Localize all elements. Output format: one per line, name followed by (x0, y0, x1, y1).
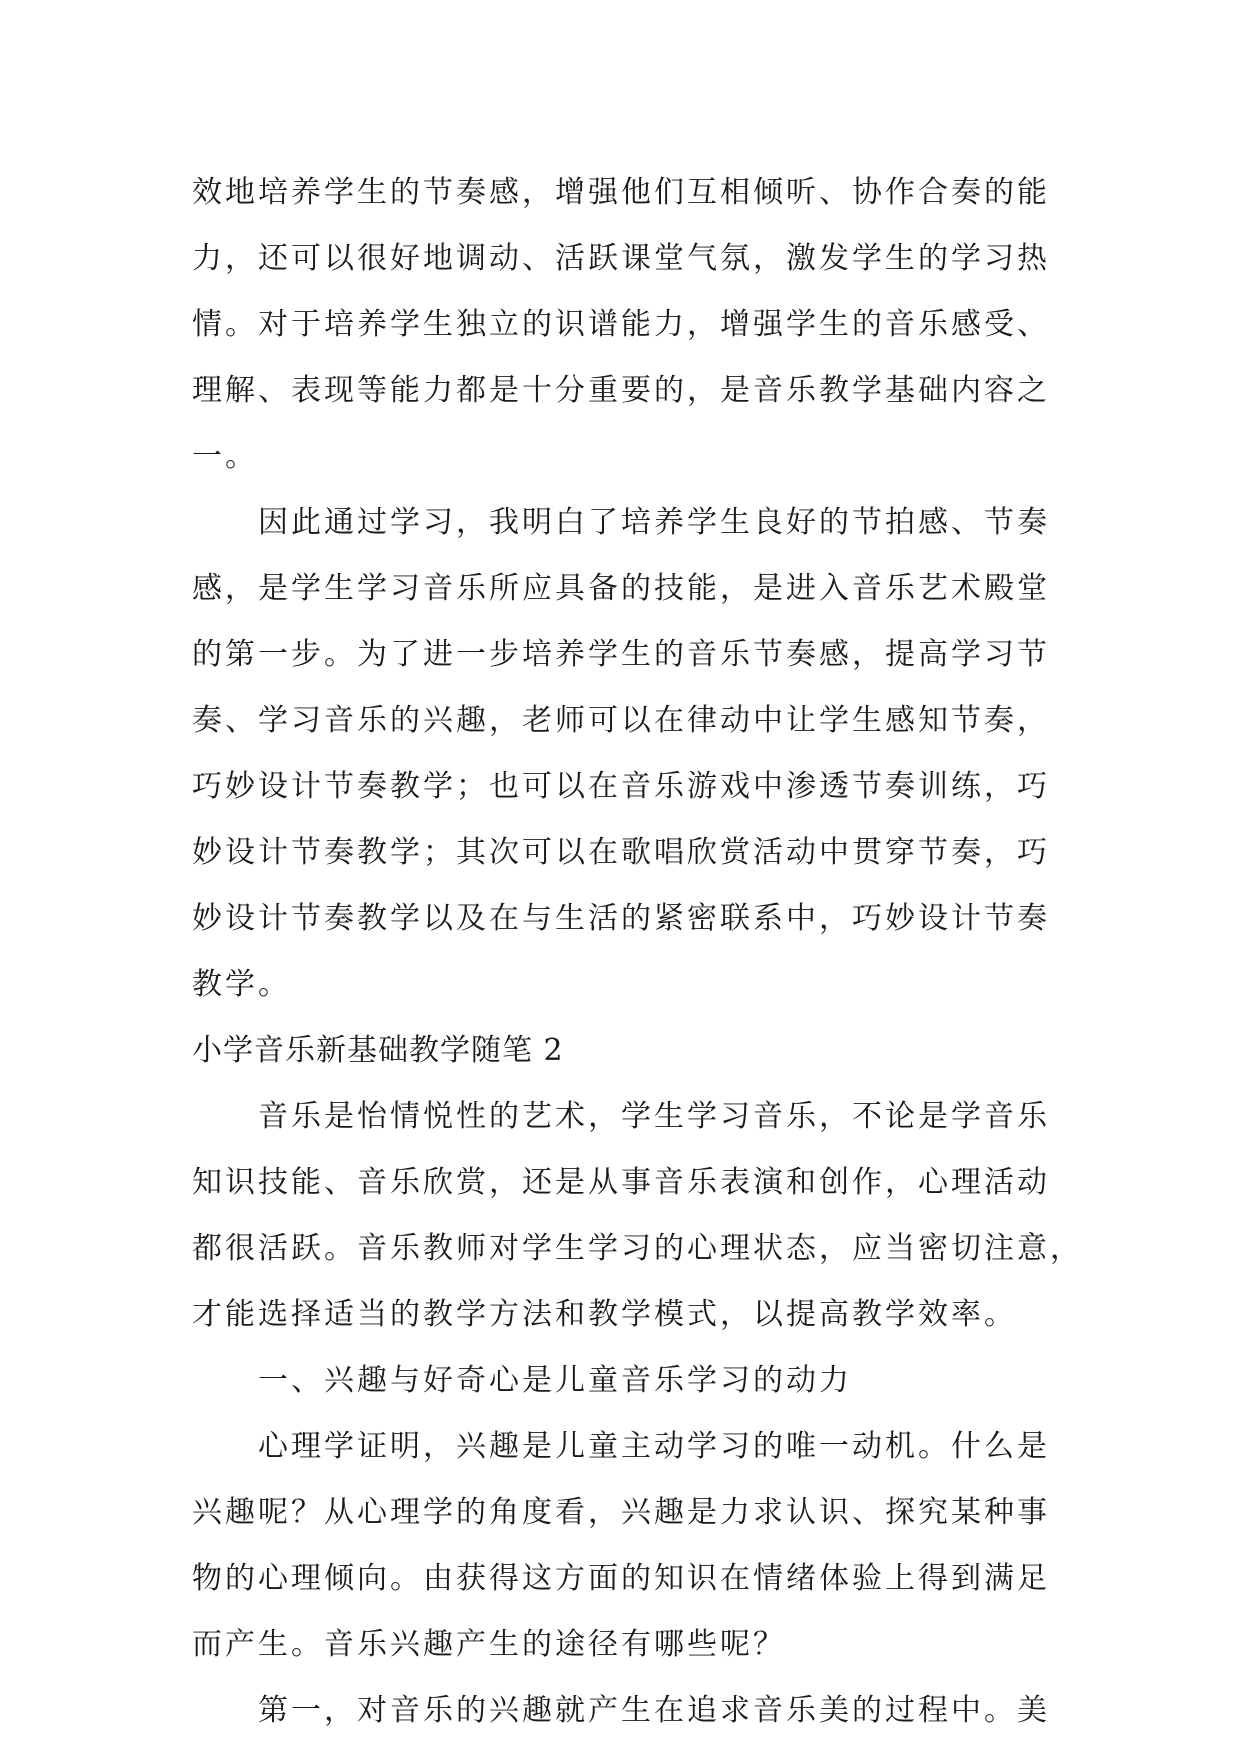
text-line: 力，还可以很好地调动、活跃课堂气氛，激发学生的学习热 (192, 241, 1050, 276)
text-line: 妙设计节奏教学；其次可以在歌唱欣赏活动中贯穿节奏，巧 (192, 835, 1050, 870)
text-line: 效地培养学生的节奏感，增强他们互相倾听、协作合奏的能 (192, 175, 1050, 210)
text-line: 而产生。音乐兴趣产生的途径有哪些呢？ (192, 1627, 786, 1662)
text-line: 才能选择适当的教学方法和教学模式，以提高教学效率。 (192, 1297, 1017, 1332)
document-body (192, 160, 1083, 1744)
text-line: 理解、表现等能力都是十分重要的，是音乐教学基础内容之 (192, 373, 1050, 408)
section-heading: 小学音乐新基础教学随笔 2 (192, 1033, 564, 1068)
text-line: 一。 (192, 439, 258, 474)
text-line: 兴趣呢？从心理学的角度看，兴趣是力求认识、探究某种事 (192, 1495, 1050, 1530)
text-line: 教学。 (192, 967, 291, 1002)
text-line: 巧妙设计节奏教学；也可以在音乐游戏中渗透节奏训练，巧 (192, 769, 1050, 804)
text-line: 都很活跃。音乐教师对学生学习的心理状态，应当密切注意， (192, 1231, 1083, 1266)
text-line: 物的心理倾向。由获得这方面的知识在情绪体验上得到满足 (192, 1561, 1050, 1596)
text-line: 心理学证明，兴趣是儿童主动学习的唯一动机。什么是 (192, 1429, 1050, 1464)
text-line: 妙设计节奏教学以及在与生活的紧密联系中，巧妙设计节奏 (192, 901, 1050, 936)
subheading-line: 一、兴趣与好奇心是儿童音乐学习的动力 (192, 1363, 852, 1398)
text-line: 情。对于培养学生独立的识谱能力，增强学生的音乐感受、 (192, 307, 1050, 342)
text-line: 的第一步。为了进一步培养学生的音乐节奏感，提高学习节 (192, 637, 1050, 672)
text-line: 知识技能、音乐欣赏，还是从事音乐表演和创作，心理活动 (192, 1165, 1050, 1200)
text-line: 音乐是怡情悦性的艺术，学生学习音乐，不论是学音乐 (192, 1099, 1050, 1134)
text-line: 第一，对音乐的兴趣就产生在追求音乐美的过程中。美 (192, 1693, 1050, 1728)
text-line: 因此通过学习，我明白了培养学生良好的节拍感、节奏 (192, 505, 1050, 540)
text-line: 感，是学生学习音乐所应具备的技能，是进入音乐艺术殿堂 (192, 571, 1050, 606)
text-line: 奏、学习音乐的兴趣，老师可以在律动中让学生感知节奏， (192, 703, 1050, 738)
